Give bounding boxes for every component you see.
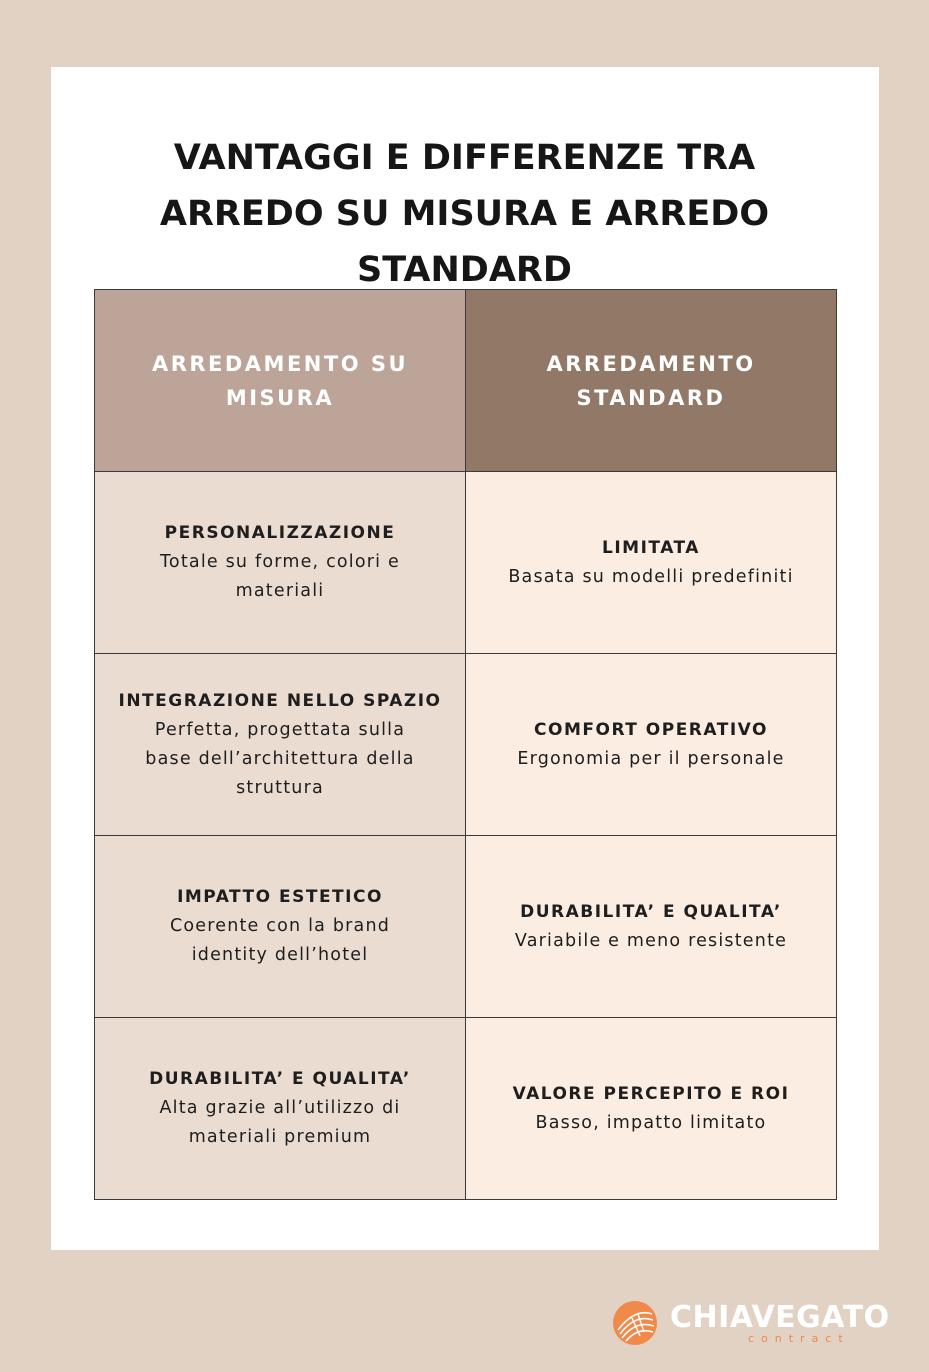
comparison-table [94, 289, 837, 1200]
cell-text: struttura [236, 777, 324, 798]
cell-heading: PERSONALIZZAZIONE [164, 523, 396, 543]
cell-heading: VALORE PERCEPITO E ROI [512, 1083, 790, 1104]
cell-text: materiali premium [188, 1127, 372, 1147]
table-row [95, 836, 837, 1018]
brand-name: CHIAVEGATO [670, 1300, 890, 1335]
cell-standard [466, 472, 837, 654]
chiavegato-logo-icon [612, 1300, 658, 1346]
title-line-2: ARREDO SU MISURA E ARREDO [159, 194, 770, 234]
cell-text: Basso, impatto limitato [535, 1112, 767, 1133]
cell-standard [466, 654, 837, 836]
brand-logo [612, 1300, 890, 1346]
cell-text: Variabile e meno resistente [514, 930, 788, 951]
cell-standard [466, 1018, 837, 1200]
header-standard-furniture [466, 290, 837, 472]
cell-text: base dell’architettura della [145, 748, 415, 769]
table-header-row [95, 290, 837, 472]
table-row [95, 1018, 837, 1200]
table-row [95, 654, 837, 836]
cell-text: identity dell’hotel [191, 945, 369, 965]
cell-heading: INTEGRAZIONE NELLO SPAZIO [118, 690, 442, 711]
cell-heading: DURABILITA’ E QUALITA’ [149, 1069, 411, 1089]
cell-text: Perfetta, progettata sulla [154, 719, 406, 740]
header-left-line-2: MISURA [225, 385, 335, 410]
cell-heading: LIMITATA [602, 537, 700, 558]
title-line-1: VANTAGGI E DIFFERENZE TRA [173, 138, 756, 178]
cell-text: materiali [235, 581, 325, 601]
cell-custom [95, 654, 466, 836]
cell-standard [466, 836, 837, 1018]
cell-heading: COMFORT OPERATIVO [534, 719, 768, 740]
cell-custom [95, 472, 466, 654]
cell-custom [95, 836, 466, 1018]
cell-custom [95, 1018, 466, 1200]
cell-text: Basata su modelli predefiniti [508, 566, 794, 587]
cell-text: Ergonomia per il personale [517, 748, 785, 769]
table-row [95, 472, 837, 654]
header-custom-furniture [95, 290, 466, 472]
cell-text: Coerente con la brand [169, 916, 391, 936]
page-title [0, 130, 929, 298]
header-left-line-1: ARREDAMENTO SU [151, 351, 409, 376]
brand-subtitle: contract [747, 1332, 850, 1345]
cell-text: Alta grazie all’utilizzo di [159, 1098, 401, 1118]
title-line-3: STANDARD [357, 250, 572, 290]
cell-heading: IMPATTO ESTETICO [177, 887, 383, 907]
header-right-line-2: STANDARD [576, 385, 726, 410]
header-right-line-1: ARREDAMENTO [546, 351, 756, 376]
cell-text: Totale su forme, colori e [160, 552, 400, 572]
cell-heading: DURABILITA’ E QUALITA’ [520, 901, 782, 922]
brand-wordmark [670, 1301, 890, 1345]
